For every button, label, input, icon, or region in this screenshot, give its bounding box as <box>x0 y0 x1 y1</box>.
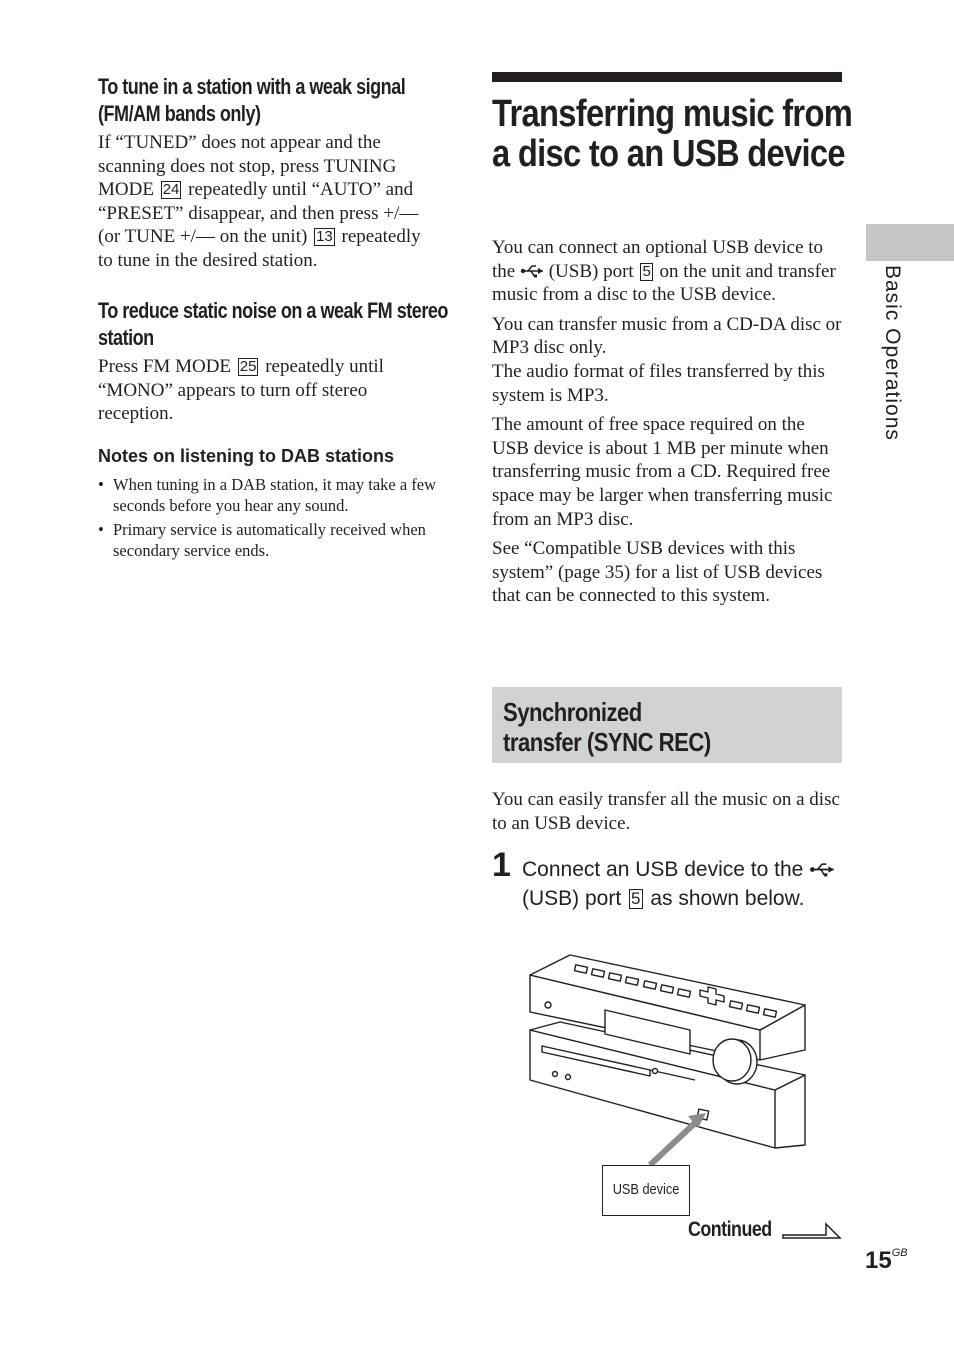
step-number: 1 <box>492 846 511 884</box>
section-title: Synchronized transfer (SYNC REC) <box>503 697 711 757</box>
step-text-1: Connect an USB device to the <box>522 858 810 881</box>
note-text: Primary service is automatically received when secondary service ends. <box>113 520 426 560</box>
ref-number: 5 <box>642 262 651 280</box>
weak-signal-text-1: If “TUNED” does not appear and the scanning does not stop, press TUNING MODE <box>98 132 397 201</box>
intro-paragraph <box>492 236 844 307</box>
step-instruction <box>522 855 842 913</box>
page-number-value: 15 <box>865 1247 892 1274</box>
page-number <box>865 1247 908 1275</box>
side-tab-marker <box>866 224 954 261</box>
static-noise-text-2: repeatedly until “MONO” appears to turn off stereo reception. <box>98 356 384 425</box>
heading-static-noise: To reduce static noise on a weak FM stereo station <box>98 298 448 350</box>
list-item <box>98 519 443 561</box>
ref-number: 13 <box>316 228 333 246</box>
intro-text-2: (USB) port <box>543 260 639 282</box>
compatible-devices-paragraph: See “Compatible USB devices with this system” (page 35) for a list of USB devices that can be connected to this system. <box>492 538 823 607</box>
format-text-2: The audio format of files transferred by this system is MP3. <box>492 360 825 406</box>
intro-text <box>492 236 844 614</box>
usb-device-label-box <box>602 1165 690 1216</box>
page-title: Transferring music from a disc to an USB device <box>492 93 853 175</box>
format-text-1: You can transfer music from a CD-DA disc or MP3 disc only. <box>492 313 842 359</box>
format-paragraph <box>492 313 844 407</box>
usb-device-label: USB device <box>612 1181 680 1198</box>
section-side-label: Basic Operations <box>881 265 904 441</box>
intro-text-3: on the unit and transfer music from a disc to the USB device. <box>492 260 836 306</box>
bullet-icon: • <box>98 520 104 539</box>
step-text-2: (USB) port <box>522 887 628 910</box>
section-header-box <box>492 687 842 763</box>
sync-description: You can easily transfer all the music on a disc to an USB device. <box>492 789 840 834</box>
free-space-paragraph: The amount of free space required on the USB device is about 1 MB per minute when transferring music from a CD. Required free space may be larger when transferring music from an MP3 disc. <box>492 414 833 530</box>
weak-signal-text-3: repeatedly to tune in the desired station. <box>98 226 421 271</box>
step-text-3: as shown below. <box>644 887 805 910</box>
static-noise-text-1: Press FM MODE <box>98 356 236 377</box>
notes-list <box>98 474 443 564</box>
usb-icon <box>809 862 835 877</box>
page-number-suffix: GB <box>891 1247 908 1259</box>
list-item <box>98 474 443 516</box>
notes-title: Notes on listening to DAB stations <box>98 446 395 466</box>
weak-signal-text-2: repeatedly until “AUTO” and “PRESET” disappear, and then press +/— (or TUNE +/— on the unit) <box>98 179 419 248</box>
heading-weak-signal: To tune in a station with a weak signal (FM/AM bands only) <box>98 74 406 126</box>
usb-icon <box>520 264 544 278</box>
continued-arrow-icon <box>782 1219 842 1241</box>
ref-number: 24 <box>162 181 180 199</box>
static-noise-instructions <box>98 355 440 426</box>
bullet-icon: • <box>98 475 104 494</box>
title-rule <box>492 72 842 82</box>
intro-text-1: You can connect an optional USB device to the <box>492 237 824 282</box>
weak-signal-instructions <box>98 131 440 273</box>
ref-number: 25 <box>239 358 257 375</box>
continued-label: Continued <box>688 1218 772 1241</box>
ref-number: 5 <box>631 889 641 908</box>
note-text: When tuning in a DAB station, it may take a few seconds before you hear any sound. <box>113 475 437 515</box>
